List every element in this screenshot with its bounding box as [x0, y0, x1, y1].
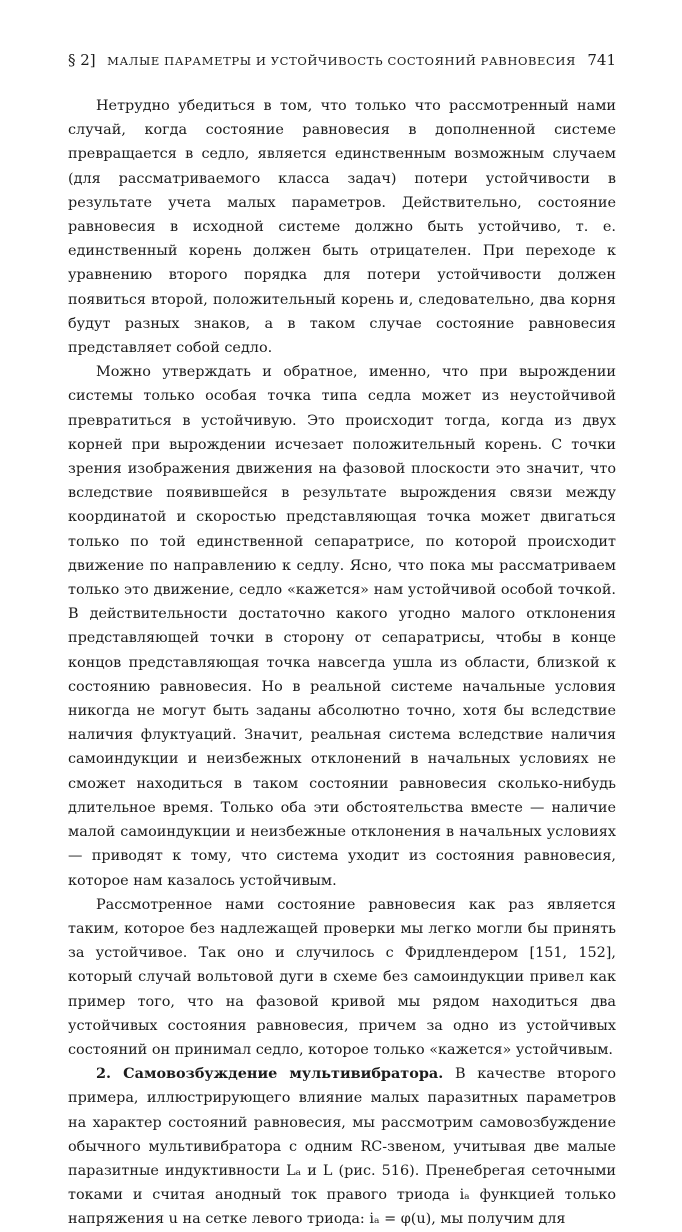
paragraph-text: В качестве второго примера, иллюстрирующего влияние малых паразитных параметров на характер состояний равновесия, мы рассмотрим самовозбуждение обычного мультивибратора с одним RC-звеном, учитывая две малые паразитные индуктивности Lₐ и L (рис. 516). Пренебрегая сеточными токами и считая анодный ток правого триода iₐ функцией только напряжения u на сетке левого триода: iₐ = φ(u), мы получим для	[68, 1066, 616, 1228]
section-heading: 2. Самовозбуждение мультивибратора.	[96, 1065, 444, 1083]
chapter-title: МАЛЫЕ ПАРАМЕТРЫ И УСТОЙЧИВОСТЬ СОСТОЯНИЙ РАВНОВЕСИЯ	[107, 54, 576, 68]
section-marker: § 2]	[68, 51, 96, 69]
book-page	[68, 50, 616, 1232]
paragraph: Нетрудно убедиться в том, что только что рассмотренный нами случай, когда состояние равновесия в дополненной системе превращается в седло, является единственным возможным случаем (для рассматриваемого класса задач) потери устойчивости в результате учета малых параметров. Действительно, состояние равновесия в исходной системе должно быть устойчиво, т. е. единственный корень должен быть отрицателен. При переходе к уравнению второго порядка для потери устойчивости должен появиться второй, положительный корень и, следовательно, два корня будут разных знаков, а в таком случае состояние равновесия представляет собой седло.	[68, 98, 616, 357]
paragraph: Рассмотренное нами состояние равновесия как раз является таким, которое без надлежащей проверки мы легко могли бы принять за устойчивое. Так оно и случилось с Фридлендером [151, 152], который случай вольтовой дуги в схеме без самоиндукции привел как пример того, что на фазовой кривой мы рядом находиться два устойчивых состояния равновесия, причем за одно из устойчивых состояний он принимал седло, которое только «кажется» устойчивым.	[68, 896, 616, 1058]
page-number: 741	[587, 51, 616, 69]
body-text	[68, 94, 616, 1232]
paragraph: Можно утверждать и обратное, именно, что при вырождении системы только особая точка типа седла может из неустойчивой превратиться в устойчивую. Это происходит тогда, когда из двух корней при вырождении исчезает положительный корень. С точки зрения изображения движения на фазовой плоскости это значит, что вследствие появившейся в результате вырождения связи между координатой и скоростью представляющая точка может двигаться только по той единственной сепаратрисе, по которой происходит движение по направлению к седлу. Ясно, что пока мы рассматриваем только это движение, седло «кажется» нам устойчивой особой точкой. В действительности достаточно какого угодно малого отклонения представляющей точки в сторону от сепаратрисы, чтобы в конце концов представляющая точка навсегда ушла из области, близкой к состоянию равновесия. Но в реальной системе начальные условия никогда не могут быть заданы абсолютно точно, хотя бы вследствие наличия флуктуаций. Значит, реальная система вследствие наличия самоиндукции и неизбежных отклонений в начальных условиях не сможет находиться в таком состоянии равновесия сколько-нибудь длительное время. Только оба эти обстоятельства вместе — наличие малой самоиндукции и неизбежные отклонения в начальных условиях — приводят к тому, что система уходит из состояния равновесия, которое нам казалось устойчивым.	[68, 364, 616, 889]
running-header	[68, 50, 616, 72]
paragraph-section-2	[68, 1062, 616, 1231]
